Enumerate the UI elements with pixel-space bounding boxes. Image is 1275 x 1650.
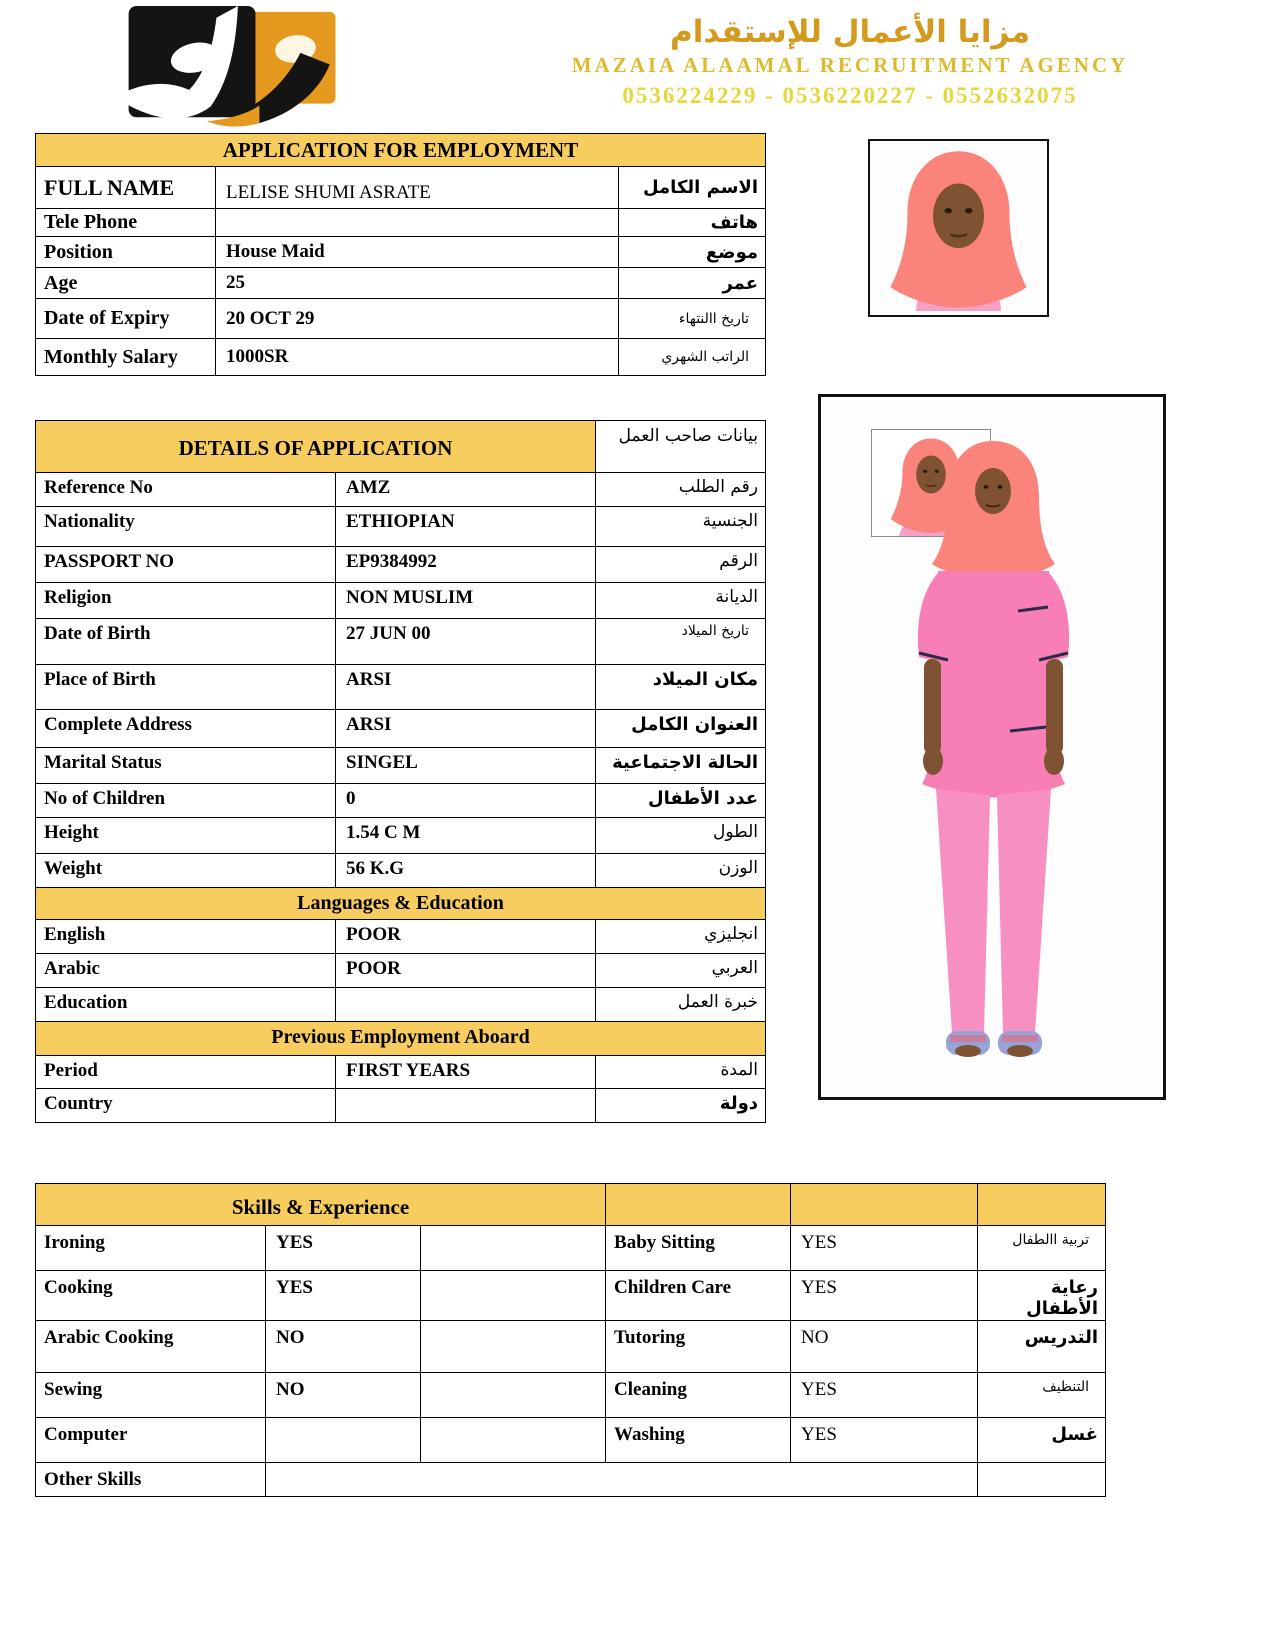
field-arabic-monthly-salary: الراتب الشهري	[619, 339, 766, 376]
skill-arabic-washing: غسل	[978, 1418, 1106, 1463]
skill-value-children-care: YES	[791, 1271, 978, 1321]
skill-label-other-skills: Other Skills	[36, 1463, 266, 1497]
field-arabic-religion: الديانة	[596, 583, 766, 619]
field-arabic-complete-address: العنوان الكامل	[596, 710, 766, 748]
field-arabic-reference-no: رقم الطلب	[596, 473, 766, 507]
field-arabic-age: عمر	[619, 268, 766, 299]
field-arabic-education: خبرة العمل	[596, 988, 766, 1022]
field-value-reference-no: AMZ	[336, 473, 596, 507]
field-label-passport-no: PASSPORT NO	[36, 547, 336, 583]
skills-header-cell-3	[978, 1184, 1106, 1226]
field-arabic-period: المدة	[596, 1056, 766, 1089]
skill-value-computer	[266, 1418, 421, 1463]
field-label-monthly-salary: Monthly Salary	[36, 339, 216, 376]
field-arabic-country: دولة	[596, 1089, 766, 1123]
languages-section-title: Languages & Education	[36, 888, 766, 920]
details-table-title-arabic: بيانات صاحب العمل	[596, 421, 766, 473]
field-label-date-of-birth: Date of Birth	[36, 619, 336, 665]
skill-label-washing: Washing	[606, 1418, 791, 1463]
field-arabic-arabic: العربي	[596, 954, 766, 988]
details-table-title: DETAILS OF APPLICATION	[36, 421, 596, 473]
field-arabic-place-of-birth: مكان الميلاد	[596, 665, 766, 710]
field-value-height: 1.54 C M	[336, 818, 596, 854]
skills-header-cell-1	[606, 1184, 791, 1226]
field-value-marital-status: SINGEL	[336, 748, 596, 784]
skill-arabic-tutoring: التدريس	[978, 1321, 1106, 1373]
field-arabic-tele-phone: هاتف	[619, 209, 766, 237]
skill-value-cleaning: YES	[791, 1373, 978, 1418]
applicant-full-photo	[818, 394, 1166, 1100]
applicant-portrait-photo	[868, 139, 1049, 317]
skill-arabic-other-skills	[978, 1463, 1106, 1497]
field-value-full-name: LELISE SHUMI ASRATE	[216, 167, 619, 209]
field-label-full-name: FULL NAME	[36, 167, 216, 209]
skill-label-children-care: Children Care	[606, 1271, 791, 1321]
skill-label-cleaning: Cleaning	[606, 1373, 791, 1418]
skill-label-cooking: Cooking	[36, 1271, 266, 1321]
skill-spacer-cell	[421, 1418, 606, 1463]
field-value-religion: NON MUSLIM	[336, 583, 596, 619]
field-value-english: POOR	[336, 920, 596, 954]
skill-value-tutoring: NO	[791, 1321, 978, 1373]
field-value-date-of-birth: 27 JUN 00	[336, 619, 596, 665]
field-value-education	[336, 988, 596, 1022]
applicant-full-body-photo	[906, 431, 1081, 1087]
field-label-religion: Religion	[36, 583, 336, 619]
skill-label-baby-sitting: Baby Sitting	[606, 1226, 791, 1271]
agency-logo	[113, 4, 357, 128]
field-label-date-of-expiry: Date of Expiry	[36, 299, 216, 339]
field-label-complete-address: Complete Address	[36, 710, 336, 748]
skills-header-cell-2	[791, 1184, 978, 1226]
field-label-age: Age	[36, 268, 216, 299]
field-label-nationality: Nationality	[36, 507, 336, 547]
field-value-position: House Maid	[216, 237, 619, 268]
skill-label-sewing: Sewing	[36, 1373, 266, 1418]
field-value-date-of-expiry: 20 OCT 29	[216, 299, 619, 339]
field-value-place-of-birth: ARSI	[336, 665, 596, 710]
skill-label-computer: Computer	[36, 1418, 266, 1463]
skills-table-title: Skills & Experience	[36, 1184, 606, 1226]
field-value-complete-address: ARSI	[336, 710, 596, 748]
field-label-height: Height	[36, 818, 336, 854]
previous-employment-section-title: Previous Employment Aboard	[36, 1022, 766, 1056]
skill-value-other-skills	[266, 1463, 978, 1497]
field-label-arabic: Arabic	[36, 954, 336, 988]
employment-table-title: APPLICATION FOR EMPLOYMENT	[36, 134, 766, 167]
details-table	[35, 420, 766, 1123]
field-label-period: Period	[36, 1056, 336, 1089]
field-value-nationality: ETHIOPIAN	[336, 507, 596, 547]
portrait-illustration	[870, 141, 1047, 311]
skill-value-sewing: NO	[266, 1373, 421, 1418]
field-arabic-nationality: الجنسية	[596, 507, 766, 547]
employment-table	[35, 133, 766, 376]
field-value-arabic: POOR	[336, 954, 596, 988]
agency-name-english: MAZAIA ALAAMAL RECRUITMENT AGENCY	[571, 53, 1129, 77]
field-label-position: Position	[36, 237, 216, 268]
field-label-place-of-birth: Place of Birth	[36, 665, 336, 710]
field-value-weight: 56 K.G	[336, 854, 596, 888]
field-label-marital-status: Marital Status	[36, 748, 336, 784]
skill-label-ironing: Ironing	[36, 1226, 266, 1271]
field-value-country	[336, 1089, 596, 1123]
agency-header	[530, 14, 1170, 112]
field-value-age: 25	[216, 268, 619, 299]
skill-arabic-children-care: رعاية الأطفال	[978, 1271, 1106, 1321]
skill-value-cooking: YES	[266, 1271, 421, 1321]
field-value-passport-no: EP9384992	[336, 547, 596, 583]
field-arabic-height: الطول	[596, 818, 766, 854]
skill-spacer-cell	[421, 1226, 606, 1271]
field-value-tele-phone	[216, 209, 619, 237]
skill-label-arabic-cooking: Arabic Cooking	[36, 1321, 266, 1373]
field-value-monthly-salary: 1000SR	[216, 339, 619, 376]
skill-arabic-cleaning: التنظيف	[978, 1373, 1106, 1418]
field-arabic-marital-status: الحالة الاجتماعية	[596, 748, 766, 784]
field-label-tele-phone: Tele Phone	[36, 209, 216, 237]
skill-value-ironing: YES	[266, 1226, 421, 1271]
field-label-english: English	[36, 920, 336, 954]
field-label-weight: Weight	[36, 854, 336, 888]
agency-logo-graphic	[113, 4, 357, 128]
skill-value-washing: YES	[791, 1418, 978, 1463]
skill-value-arabic-cooking: NO	[266, 1321, 421, 1373]
full-body-illustration	[906, 431, 1081, 1087]
field-arabic-no-of-children: عدد الأطفال	[596, 784, 766, 818]
skill-spacer-cell	[421, 1373, 606, 1418]
skill-spacer-cell	[421, 1321, 606, 1373]
agency-name-arabic: مزايا الأعمال للإستقدام	[669, 14, 1031, 50]
field-arabic-weight: الوزن	[596, 854, 766, 888]
field-arabic-english: انجليزي	[596, 920, 766, 954]
field-arabic-date-of-expiry: تاريخ االنتهاء	[619, 299, 766, 339]
field-label-country: Country	[36, 1089, 336, 1123]
agency-phone-numbers: 0536224229 - 0536220227 - 0552632075	[622, 83, 1078, 108]
field-label-reference-no: Reference No	[36, 473, 336, 507]
skills-table	[35, 1183, 1106, 1497]
skill-arabic-baby-sitting: تربية االطفال	[978, 1226, 1106, 1271]
field-value-period: FIRST YEARS	[336, 1056, 596, 1089]
field-arabic-passport-no: الرقم	[596, 547, 766, 583]
field-label-education: Education	[36, 988, 336, 1022]
skill-value-baby-sitting: YES	[791, 1226, 978, 1271]
field-arabic-full-name: الاسم الكامل	[619, 167, 766, 209]
field-value-no-of-children: 0	[336, 784, 596, 818]
field-label-no-of-children: No of Children	[36, 784, 336, 818]
skill-label-tutoring: Tutoring	[606, 1321, 791, 1373]
field-arabic-position: موضع	[619, 237, 766, 268]
field-arabic-date-of-birth: تاريخ الميلاد	[596, 619, 766, 665]
skill-spacer-cell	[421, 1271, 606, 1321]
